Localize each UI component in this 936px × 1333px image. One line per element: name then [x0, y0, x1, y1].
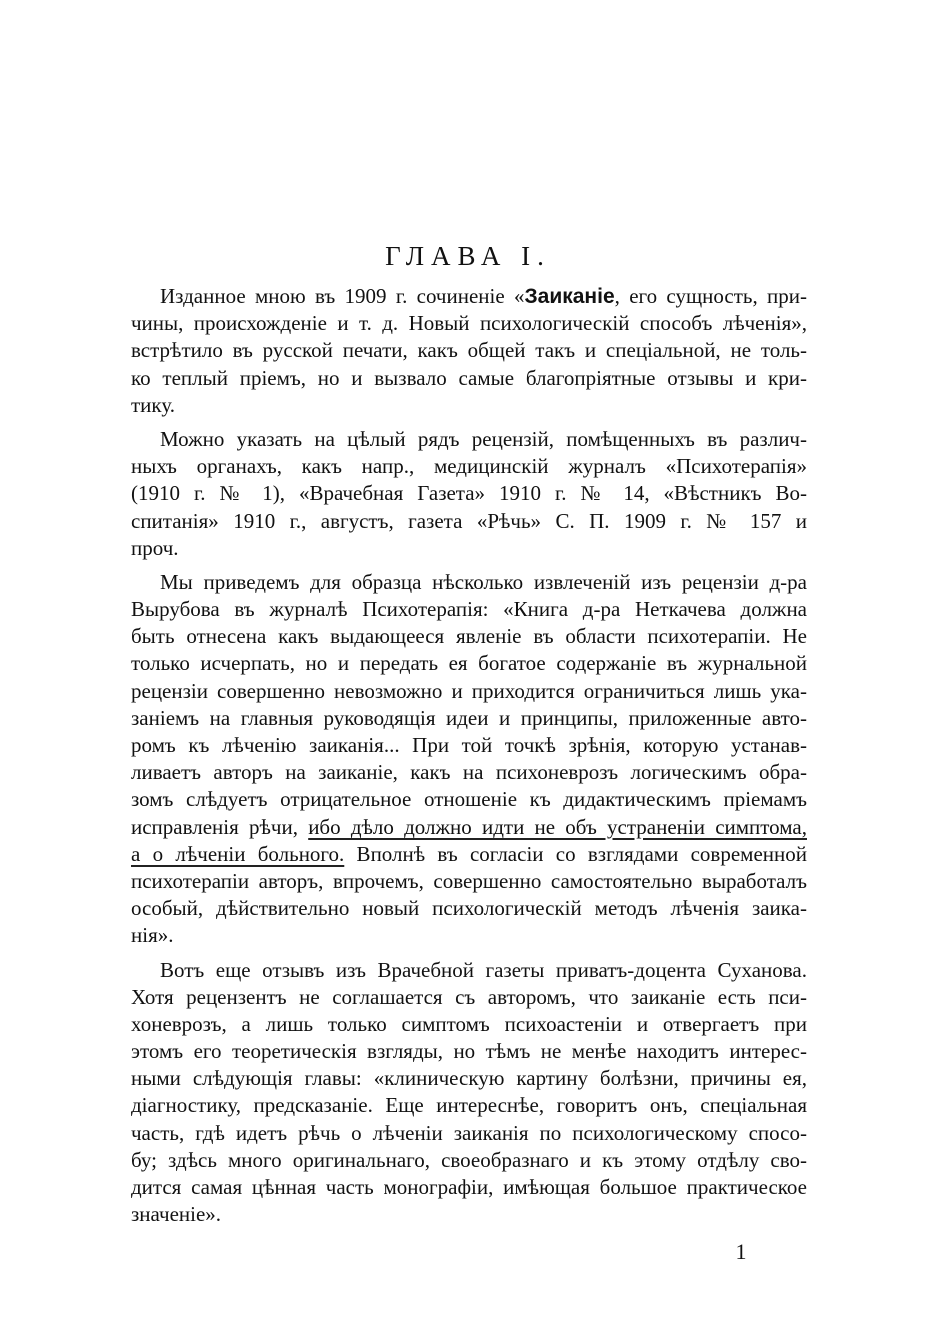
text-line: встрѣтило въ русской печати, какъ общей такъ и спеціальной, не толь-	[131, 338, 807, 363]
chapter-title: ГЛАВА I.	[385, 241, 551, 271]
paragraph	[131, 957, 807, 1229]
text-line: Можно указать на цѣлый рядъ рецензій, помѣщенныхъ въ различ-	[160, 426, 807, 451]
text-line: ромъ къ лѣченію заиканія... При той точкѣ зрѣнія, которую устанав-	[131, 733, 807, 757]
text-line: исправленія рѣчи, ибо дѣло должно идти не объ устраненіи симптома,	[131, 814, 807, 839]
text-line: Хотя рецензентъ не соглашается съ авторомъ, что заиканіе есть пси-	[131, 984, 807, 1009]
text-line: часть, гдѣ идетъ рѣчь о лѣченіи заиканія по психологическому спосо-	[131, 1120, 807, 1145]
text-line: тику.	[131, 392, 175, 417]
text-line: ныхъ органахъ, какъ напр., медицинскій журналъ «Психотерапія»	[131, 454, 807, 479]
text-line: спитанія» 1910 г., августъ, газета «Рѣчь» С. П. 1909 г. № 157 и	[131, 508, 807, 533]
text-line: ко теплый пріемъ, но и вызвало самые благопріятные отзывы и кри-	[131, 365, 807, 390]
text-line: хоневрозъ, а лишь только симптомъ психоастеніи и отвергаетъ при	[131, 1011, 807, 1036]
underlined-passage: ибо дѣло должно идти не объ устраненіи симптома,	[308, 814, 807, 839]
text-line: Мы приведемъ для образца нѣсколько извлеченій изъ рецензіи д-ра	[160, 569, 807, 594]
text-line: ными слѣдующія главы: «клиническую картину болѣзни, причины ея,	[131, 1066, 807, 1091]
underlined-passage: а о лѣченіи больного.	[131, 841, 345, 866]
book-title-bold: Заиканіе	[524, 285, 615, 308]
text-line: рецензіи совершенно невозможно и приходится ограничиться лишь ука-	[131, 678, 807, 703]
text-line: зомъ слѣдуетъ отрицательное отношеніе къ дидактическимъ пріемамъ	[131, 787, 807, 812]
text-line: ливаетъ авторъ на заиканіе, какъ на психоневрозъ логическимъ обра-	[131, 760, 807, 785]
text-line: чины, происхожденіе и т. д. Новый психологическій способъ лѣченія»,	[131, 311, 807, 336]
text-line: особый, дѣйствительно новый психологическій методъ лѣченія заика-	[131, 896, 807, 921]
text-line: Вотъ еще отзывъ изъ Врачебной газеты приватъ-доцента Суханова.	[160, 957, 807, 982]
text-line: а о лѣченіи больного. Вполнѣ въ согласіи со взглядами современной	[131, 841, 807, 866]
text-line: заніемъ на главныя руководящія идеи и принципы, приложенные авто-	[131, 705, 807, 730]
text-line: дится самая цѣнная часть монографіи, имѣющая большое практическое	[131, 1175, 807, 1199]
paragraph	[131, 569, 807, 950]
text-line: психотерапіи авторъ, впрочемъ, совершенно самостоятельно выработалъ	[131, 868, 807, 893]
text-line: этомъ его теоретическія взгляды, но тѣмъ не менѣе находитъ интерес-	[131, 1039, 807, 1064]
text-line: Изданное мною въ 1909 г. сочиненіе «Заиканіе, его сущность, при-	[160, 284, 807, 308]
text-line: бу; здѣсь много оригинальнаго, своеобразнаго и къ этому отдѣлу сво-	[131, 1147, 807, 1172]
page-number: 1	[735, 1239, 747, 1264]
text-line: быть отнесена какъ выдающееся явленіе въ области психотерапіи. Не	[131, 624, 807, 649]
text-line: проч.	[131, 535, 179, 560]
text-line: нія».	[131, 923, 174, 948]
text-line: діагностику, предсказаніе. Еще интереснѣе, говоритъ онъ, спеціальная	[131, 1093, 807, 1118]
paragraph	[131, 426, 807, 562]
text-line: Вырубова въ журналѣ Психотерапія: «Книга д-ра Неткачева должна	[131, 597, 807, 622]
text-line: (1910 г. № 1), «Врачебная Газета» 1910 г. № 14, «Вѣстникъ Во-	[131, 481, 807, 506]
paragraph	[131, 283, 807, 419]
text-line: только исчерпать, но и передать ея богатое содержаніе въ журнальной	[131, 651, 807, 676]
text-line: значеніе».	[131, 1202, 222, 1227]
page-body	[131, 283, 807, 1235]
